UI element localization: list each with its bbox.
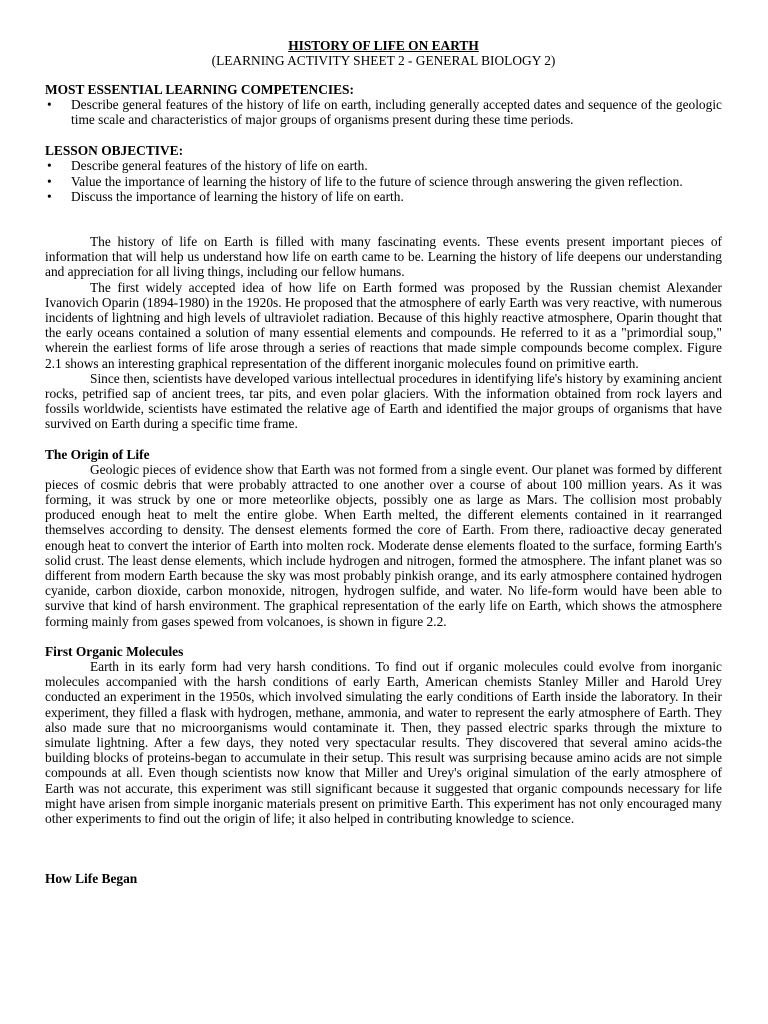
life-began-section [45,871,722,886]
competencies-section [45,82,722,127]
intro-paragraph: Since then, scientists have developed various intellectual procedures in identifying life's history by examining ancient rocks, petrified sap of ancient trees, tar pits, and even polar glaciers. With the information obtained from rock layers and fossils worldwide, scientists have estimated the relative age of Earth and identified the major groups of organisms that have survived on Earth during a specific time frame. [45,370,722,432]
list-item [45,158,722,173]
objectives-section [45,143,722,204]
list-item-text: Describe general features of the history of life on earth, including generally accepted dates and sequence of the geologic time scale and characteristics of major groups of organisms present during these time periods. [71,97,722,128]
organic-paragraph: Earth in its early form had very harsh conditions. To find out if organic molecules could evolve from inorganic molecules accompanied with the harsh conditions of early Earth, American chemists Stanley Miller and Harold Urey conducted an experiment in the 1950s, which involved simulating the early conditions of Earth inside the laboratory. In their experiment, they filled a flask with hydrogen, methane, ammonia, and water to represent the early atmosphere of Earth. They also made sure that no microorganisms would contaminate it. Then, they passed electric sparks through the mixture to simulate lightning. After a few days, they noted very spectacular results. They discovered that several amino acids-the building blocks of proteins-began to accumulate in their setup. This result was surprising because amino acids are not simple compounds at all. Even though scientists now know that Miller and Urey's original simulation of the early atmosphere of Earth was not accurate, this experiment was still significant because it suggested that organic compounds necessary for life might have arisen from simple inorganic materials present on primitive Earth. This experiment has not only encouraged many other experiments to find out the origin of life; it also helped in contributing knowledge to science. [45,658,722,826]
list-item-text: Value the importance of learning the history of life to the future of science through answering the given reflection. [71,173,683,189]
document-subtitle: (LEARNING ACTIVITY SHEET 2 - GENERAL BIOLOGY 2) [211,53,556,68]
intro-paragraph: The history of life on Earth is filled with many fascinating events. These events present important pieces of information that will help us understand how life on earth came to be. Learning the history of life deepens our understanding and appreciation for all living things, including our fellow humans. [45,234,722,280]
list-item-text: Describe general features of the history of life on earth. [71,158,368,174]
intro-section [45,234,722,432]
bullet-icon: • [47,188,52,204]
life-began-heading: How Life Began [45,871,138,887]
intro-paragraph: The first widely accepted idea of how life on Earth formed was proposed by the Russian chemist Alexander Ivanovich Oparin (1894-1980) in the 1920s. He proposed that the atmosphere of early Earth was very reactive, with numerous incidents of lightning and high levels of ultraviolet radiation. Because of this highly reactive atmosphere, Oparin thought that the early oceans contained a solution of many essential elements and compounds. He referred to it as a "primordial soup," wherein the earliest forms of life arose through a series of reactions that made simple compounds become complex. Figure 2.1 shows an interesting graphical representation of the different inorganic molecules found on primitive earth. [45,279,722,371]
list-item-text: Discuss the importance of learning the history of life on earth. [71,188,404,204]
bullet-icon: • [47,158,52,174]
bullet-icon: • [47,97,52,112]
objectives-heading: LESSON OBJECTIVE: [45,143,184,159]
competencies-heading: MOST ESSENTIAL LEARNING COMPETENCIES: [45,82,354,97]
bullet-icon: • [47,173,52,189]
list-item [45,97,722,127]
list-item [45,189,722,204]
organic-heading: First Organic Molecules [45,643,184,659]
competencies-list [45,97,722,127]
document-page [45,38,722,886]
organic-section [45,644,722,826]
origin-section [45,447,722,629]
list-item [45,174,722,189]
document-title: HISTORY OF LIFE ON EARTH [288,38,479,53]
origin-heading: The Origin of Life [45,446,150,462]
objectives-list [45,158,722,204]
origin-paragraph: Geologic pieces of evidence show that Earth was not formed from a single event. Our planet was formed by different pieces of cosmic debris that were probably attracted to one another over a course of about 100 million years. As it was forming, it was struck by one or more meteorlike objects, possibly one as large as Mars. The collision most probably produced enough heat to melt the entire globe. When Earth melted, the different elements contained in it rearranged themselves according to density. The densest elements formed the core of Earth. From there, radioactive decay generated enough heat to convert the interior of Earth into molten rock. Moderate dense elements floated to the surface, forming Earth's solid crust. The least dense elements, which include hydrogen and nitrogen, formed the atmosphere. The infant planet was so different from modern Earth because the sky was most probably pinkish orange, and its early atmosphere contained hydrogen cyanide, carbon dioxide, carbon monoxide, nitrogen, hydrogen sulfide, and water. No life-form would have been able to survive that kind of harsh environment. The graphical representation of the early life on Earth, which shows the atmosphere forming mainly from gases spewed from volcanoes, is shown in figure 2.2. [45,461,722,629]
